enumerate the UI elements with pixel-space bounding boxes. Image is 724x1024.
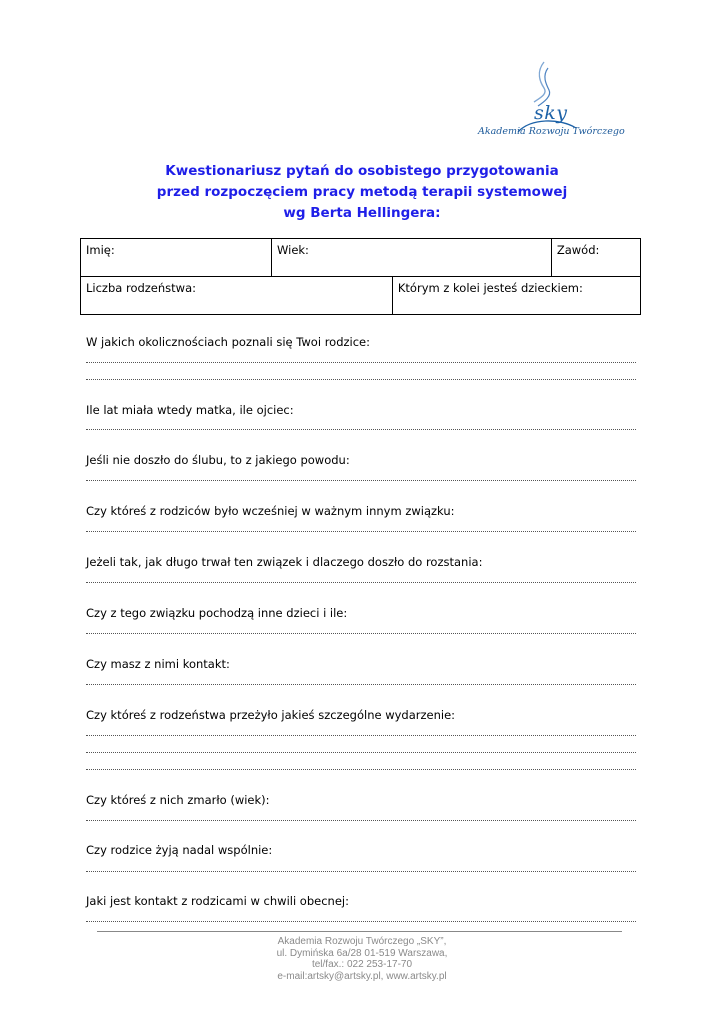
age-label: Wiek: [277, 243, 309, 257]
footer-line-2: ul. Dymińska 6a/28 01-519 Warszawa, [276, 947, 448, 959]
question-sibling-died: Czy któreś z nich zmarło (wiek): [86, 793, 270, 807]
siblings-cell[interactable] [81, 277, 393, 315]
question-previous-relationship: Czy któreś z rodziców było wcześniej w ważnym innym związku: [86, 504, 455, 518]
answer-line[interactable] [86, 820, 636, 821]
age-cell[interactable] [272, 239, 552, 277]
birth-order-cell[interactable] [392, 277, 640, 315]
title-line-2: przed rozpoczęciem pracy metodą terapii systemowej [156, 184, 568, 200]
job-cell[interactable] [551, 239, 640, 277]
footer-line-1: Akademia Rozwoju Twórczego „SKY”, [277, 936, 447, 947]
logo-caption: Akademia Rozwoju Twórczego [478, 126, 625, 137]
document-title [0, 161, 724, 224]
question-parents-together: Czy rodzice żyją nadal wspólnie: [86, 843, 273, 857]
question-other-children: Czy z tego związku pochodzą inne dzieci i ile: [86, 606, 348, 620]
personal-info-table [80, 238, 641, 315]
answer-line[interactable] [86, 921, 636, 922]
answer-line[interactable] [86, 480, 636, 481]
title-line-1: Kwestionariusz pytań do osobistego przygotowania [165, 163, 559, 179]
question-current-contact: Jaki jest kontakt z rodzicami w chwili obecnej: [86, 894, 349, 908]
answer-line[interactable] [86, 752, 636, 753]
question-siblings-event: Czy któreś z rodzeństwa przeżyło jakieś szczególne wydarzenie: [86, 708, 456, 722]
answer-line[interactable] [86, 531, 636, 532]
answer-line[interactable] [86, 362, 636, 363]
question-parents-age: Ile lat miała wtedy matka, ile ojciec: [86, 403, 294, 417]
academy-logo [478, 58, 628, 142]
name-label: Imię: [86, 243, 115, 257]
logo-brand: sky [534, 102, 568, 124]
footer-line-4: e-mail:artsky@artsky.pl, www.artsky.pl [277, 970, 447, 982]
footer-divider [97, 931, 622, 932]
question-contact-with-them: Czy masz z nimi kontakt: [86, 657, 230, 671]
answer-line[interactable] [86, 379, 636, 380]
answer-line[interactable] [86, 769, 636, 770]
answer-line[interactable] [86, 871, 636, 872]
answer-line[interactable] [86, 429, 636, 430]
answer-line[interactable] [86, 684, 636, 685]
answer-line[interactable] [86, 633, 636, 634]
question-relationship-duration: Jeżeli tak, jak długo trwał ten związek i dlaczego doszło do rozstania: [86, 555, 483, 569]
question-no-wedding: Jeśli nie doszło do ślubu, to z jakiego powodu: [86, 453, 350, 467]
title-line-3: wg Berta Hellingera: [283, 205, 441, 221]
answer-line[interactable] [86, 582, 636, 583]
siblings-label: Liczba rodzeństwa: [86, 281, 197, 295]
question-parents-meeting: W jakich okolicznościach poznali się Twoi rodzice: [86, 335, 371, 349]
footer-address [0, 936, 724, 982]
job-label: Zawód: [556, 243, 600, 257]
footer-line-3: tel/fax.: 022 253-17-70 [311, 959, 413, 970]
name-cell[interactable] [81, 239, 272, 277]
answer-line[interactable] [86, 735, 636, 736]
birth-order-label: Którym z kolei jesteś dzieckiem: [397, 281, 583, 295]
